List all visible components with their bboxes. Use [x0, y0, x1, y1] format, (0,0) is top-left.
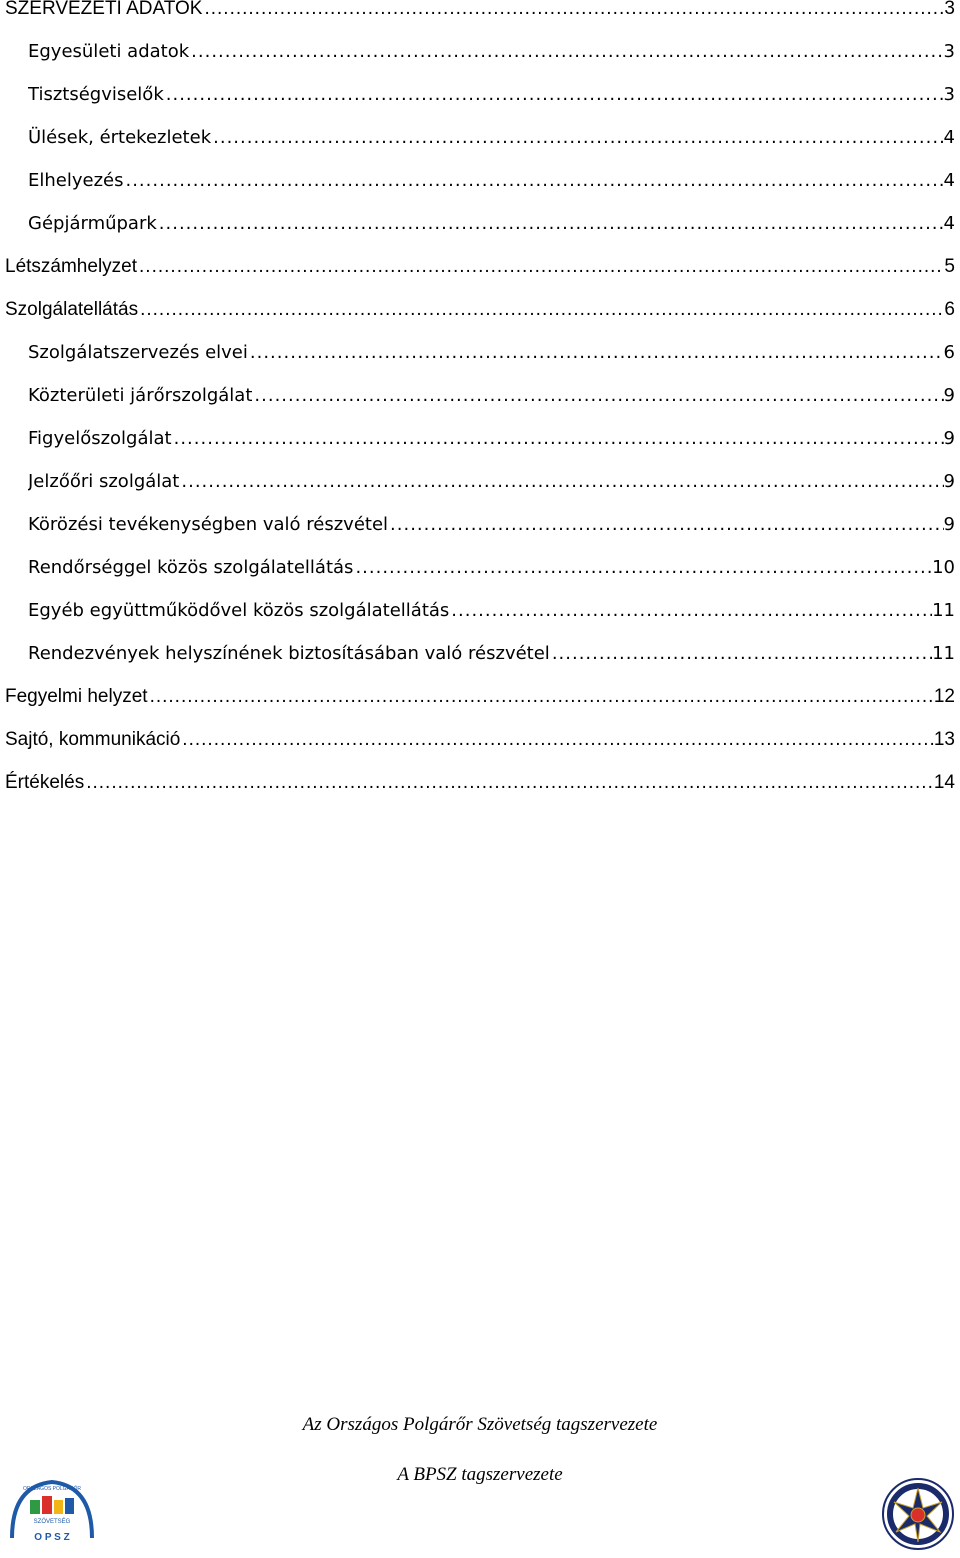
toc-entry-title: Rendezvények helyszínének biztosításában való részvétel	[28, 643, 550, 664]
toc-dot-leader	[180, 725, 934, 755]
toc-entry-title: Szolgálatszervezés elvei	[28, 342, 248, 363]
toc-entry[interactable]	[28, 596, 955, 626]
toc-entry-title: Figyelőszolgálat	[28, 428, 172, 449]
toc-dot-leader	[179, 467, 943, 497]
toc-entry[interactable]	[28, 37, 955, 67]
toc-entry-title: Elhelyezés	[28, 170, 124, 191]
toc-entry-page-number: 13	[933, 729, 955, 750]
bpsz-emblem	[882, 1478, 954, 1550]
toc-entry-page-number: 5	[944, 256, 955, 277]
svg-text:O P S Z: O P S Z	[34, 1532, 70, 1543]
toc-entry-title: Rendőrséggel közös szolgálatellátás	[28, 557, 354, 578]
toc-entry-title: Tisztségviselők	[28, 84, 164, 105]
toc-dot-leader	[164, 80, 944, 110]
toc-dot-leader	[172, 424, 944, 454]
toc-entry-title: Egyesületi adatok	[28, 41, 190, 62]
toc-dot-leader	[388, 510, 944, 540]
svg-text:SZÖVETSÉG: SZÖVETSÉG	[33, 1519, 71, 1525]
toc-entry-page-number: 3	[944, 0, 955, 19]
toc-entry[interactable]	[28, 424, 955, 454]
toc-entry-page-number: 14	[933, 772, 955, 793]
toc-entry-title: Gépjárműpark	[28, 213, 157, 234]
toc-entry[interactable]	[5, 295, 955, 325]
toc-entry[interactable]	[5, 768, 955, 798]
toc-entry-page-number: 6	[943, 342, 955, 363]
toc-entry[interactable]	[28, 639, 955, 669]
toc-dot-leader	[353, 553, 932, 583]
toc-entry[interactable]	[28, 209, 955, 239]
toc-entry-title: Sajtó, kommunikáció	[5, 729, 181, 750]
toc-dot-leader	[202, 0, 944, 24]
toc-entry[interactable]	[28, 123, 955, 153]
toc-entry-title: SZERVEZETI ADATOK	[5, 0, 203, 19]
svg-text:ORSZÁGOS POLGÁRŐR: ORSZÁGOS POLGÁRŐR	[22, 1486, 82, 1492]
footer-line-2: A BPSZ tagszervezete	[397, 1464, 563, 1485]
toc-dot-leader	[211, 123, 943, 153]
toc-entry-page-number: 6	[944, 299, 955, 320]
toc-entry-title: Értékelés	[5, 772, 85, 793]
toc-dot-leader	[148, 682, 934, 712]
toc-entry[interactable]	[28, 381, 955, 411]
toc-entry[interactable]	[5, 252, 955, 282]
toc-entry-title: Szolgálatellátás	[5, 299, 139, 320]
toc-entry[interactable]	[28, 80, 955, 110]
toc-entry-page-number: 4	[943, 127, 955, 148]
toc-entry[interactable]	[28, 467, 955, 497]
toc-entry-title: Egyéb együttműködővel közös szolgálatellátás	[28, 600, 450, 621]
toc-entry-title: Jelzőőri szolgálat	[28, 471, 180, 492]
toc-entry-title: Közterületi járőrszolgálat	[28, 385, 253, 406]
toc-entry-page-number: 11	[932, 600, 955, 621]
toc-entry[interactable]	[28, 510, 955, 540]
toc-dot-leader	[123, 166, 943, 196]
toc-entry-page-number: 12	[933, 686, 955, 707]
toc-entry[interactable]	[28, 338, 955, 368]
toc-entry[interactable]	[28, 553, 955, 583]
toc-dot-leader	[252, 381, 943, 411]
toc-entry-page-number: 11	[932, 643, 955, 664]
toc-dot-leader	[550, 639, 932, 669]
toc-entry-page-number: 3	[943, 84, 955, 105]
toc-entry-title: Létszámhelyzet	[5, 256, 138, 277]
toc-dot-leader	[137, 252, 944, 282]
toc-entry-title: Körözési tevékenységben való részvétel	[28, 514, 389, 535]
toc-entry[interactable]	[5, 0, 955, 24]
toc-dot-leader	[138, 295, 944, 325]
toc-entry-title: Fegyelmi helyzet	[5, 686, 148, 707]
opsz-logo	[8, 1478, 96, 1544]
toc-dot-leader	[248, 338, 944, 368]
toc-entry-title: Ülések, értekezletek	[28, 127, 212, 148]
toc-entry-page-number: 9	[943, 471, 955, 492]
toc-entry-page-number: 4	[943, 170, 955, 191]
toc-dot-leader	[157, 209, 944, 239]
toc-entry-page-number: 3	[943, 41, 955, 62]
toc-entry-page-number: 9	[943, 428, 955, 449]
toc-dot-leader	[449, 596, 932, 626]
toc-entry-page-number: 4	[943, 213, 955, 234]
toc-dot-leader	[189, 37, 943, 67]
toc-entry-page-number: 10	[932, 557, 955, 578]
toc-entry[interactable]	[5, 725, 955, 755]
toc-dot-leader	[84, 768, 934, 798]
toc-entry-page-number: 9	[943, 514, 955, 535]
toc-entry-page-number: 9	[943, 385, 955, 406]
footer-line-1: Az Országos Polgárőr Szövetség tagszervezete	[302, 1414, 658, 1435]
toc-entry[interactable]	[28, 166, 955, 196]
toc-entry[interactable]	[5, 682, 955, 712]
